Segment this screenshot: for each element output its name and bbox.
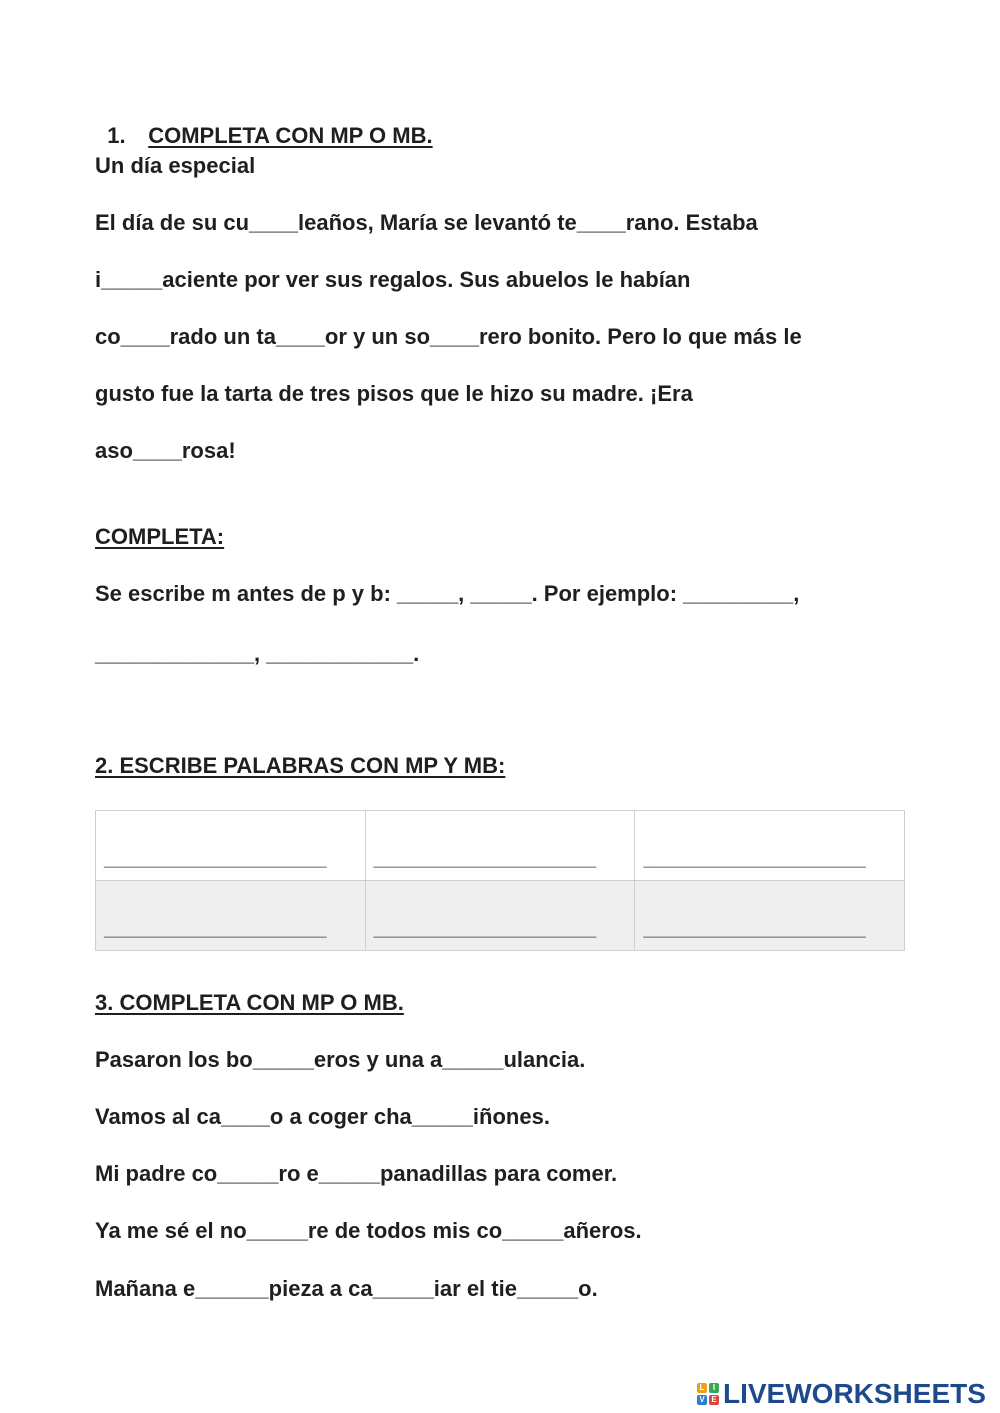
word-cell[interactable]: ____________________ (635, 881, 905, 951)
story-line-5: aso____rosa! (95, 438, 236, 463)
story-line-2: i_____aciente por ver sus regalos. Sus abuelos le habían (95, 267, 691, 292)
words-table (95, 810, 905, 951)
liveworksheets-logo (697, 1378, 986, 1410)
word-cell[interactable]: ____________________ (96, 811, 366, 881)
story-line-4: gusto fue la tarta de tres pisos que le hizo su madre. ¡Era (95, 381, 693, 406)
section1-title: COMPLETA CON MP O MB. (148, 123, 433, 148)
exercise-sentence-5: Mañana e______pieza a ca_____iar el tie_____o. (95, 1276, 598, 1301)
logo-square-4: E (709, 1395, 719, 1405)
section1-heading (95, 97, 433, 149)
table-row (96, 881, 905, 951)
story-title: Un día especial (95, 153, 256, 178)
section2-title: 2. ESCRIBE PALABRAS CON MP Y MB: (95, 753, 506, 778)
story-line-1: El día de su cu____leaños, María se levantó te____rano. Estaba (95, 210, 758, 235)
word-cell[interactable]: ____________________ (365, 811, 635, 881)
story-line-3: co____rado un ta____or y un so____rero bonito. Pero lo que más le (95, 324, 802, 349)
logo-square-2: I (709, 1383, 719, 1393)
table-row (96, 811, 905, 881)
completa-title: COMPLETA: (95, 524, 225, 549)
section1-number: 1. (107, 123, 126, 148)
word-cell[interactable]: ____________________ (365, 881, 635, 951)
exercise-sentence-3: Mi padre co_____ro e_____panadillas para comer. (95, 1161, 618, 1186)
logo-square-3: V (697, 1395, 707, 1405)
exercise-sentence-2: Vamos al ca____o a coger cha_____iñones. (95, 1104, 550, 1129)
logo-text: LIVEWORKSHEETS (723, 1378, 986, 1409)
section3-title: 3. COMPLETA CON MP O MB. (95, 990, 404, 1015)
logo-square-1: L (697, 1383, 707, 1393)
completa-rule-line-1: Se escribe m antes de p y b: _____, _____. Por ejemplo: _________, (95, 581, 800, 606)
completa-rule-line-2: _____________, ____________. (95, 641, 420, 666)
word-cell[interactable]: ____________________ (96, 881, 366, 951)
exercise-sentence-1: Pasaron los bo_____eros y una a_____ulancia. (95, 1047, 586, 1072)
logo-mark-icon (697, 1383, 719, 1405)
word-cell[interactable]: ____________________ (635, 811, 905, 881)
exercise-sentence-4: Ya me sé el no_____re de todos mis co_____añeros. (95, 1218, 642, 1243)
